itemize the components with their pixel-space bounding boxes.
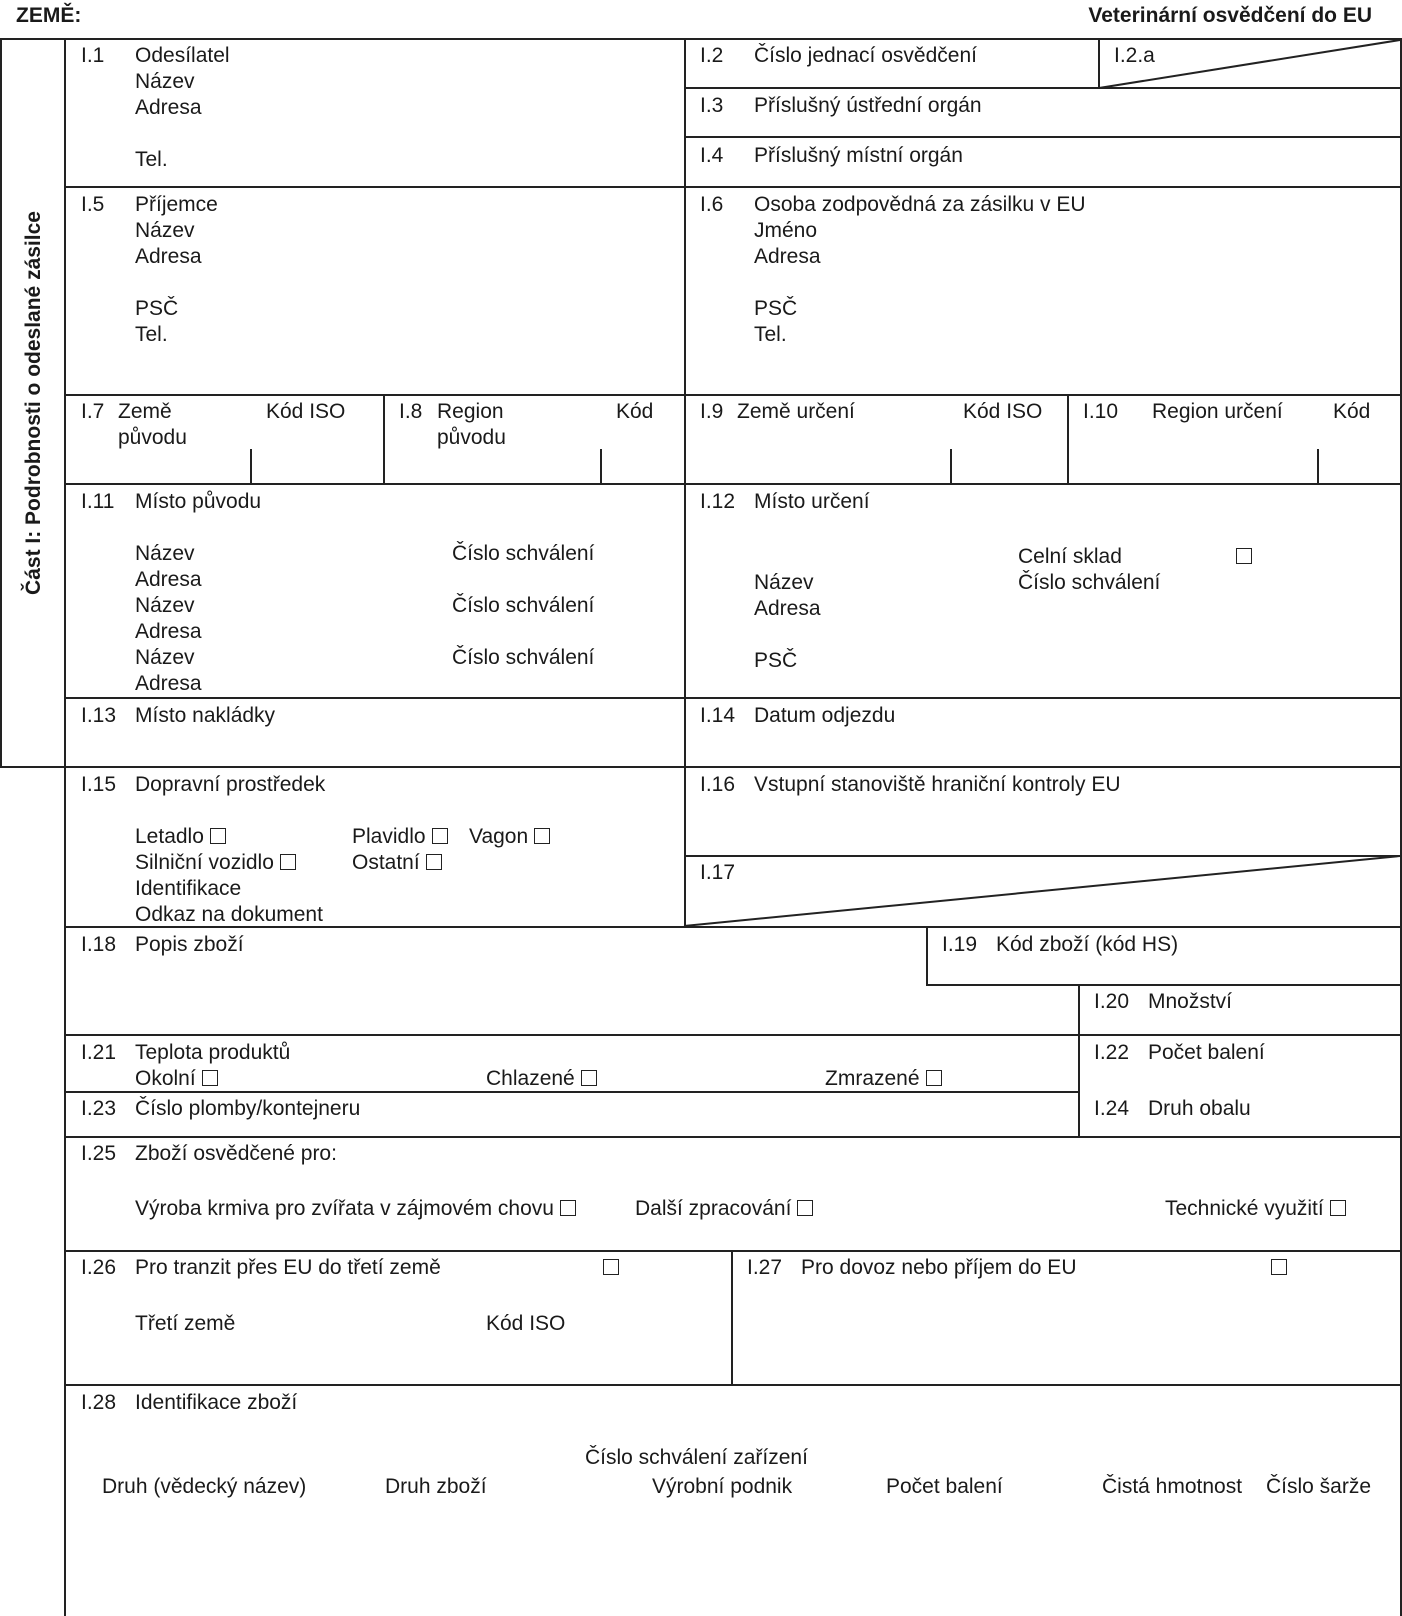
ambient-label: Okolní bbox=[135, 1067, 196, 1090]
field-number: I.19 bbox=[942, 933, 978, 956]
import-label: Pro dovoz nebo příjem do EU bbox=[801, 1256, 1077, 1279]
document-reference-label: Odkaz na dokument bbox=[135, 903, 323, 926]
customs-warehouse-label: Celní sklad bbox=[1018, 545, 1122, 568]
temperature-ambient-option[interactable] bbox=[135, 1066, 218, 1092]
chilled-checkbox[interactable] bbox=[581, 1070, 597, 1086]
field-number: I.13 bbox=[81, 704, 117, 727]
wagon-label: Vagon bbox=[469, 825, 529, 848]
certificate-title: Veterinární osvědčení do EU bbox=[1088, 4, 1372, 27]
local-authority-label: Příslušný místní orgán bbox=[754, 144, 963, 167]
plane-checkbox[interactable] bbox=[210, 828, 226, 844]
responsible-name-label: Jméno bbox=[754, 219, 818, 242]
field-number: I.18 bbox=[81, 933, 117, 956]
transit-checkbox[interactable] bbox=[603, 1255, 619, 1281]
consignee-postcode-label: PSČ bbox=[135, 297, 179, 320]
processing-checkbox[interactable] bbox=[797, 1200, 813, 1216]
border-entry-label: Vstupní stanoviště hraniční kontroly EU bbox=[754, 773, 1121, 796]
field-number: I.3 bbox=[700, 94, 724, 117]
origin-address-label: Adresa bbox=[135, 672, 202, 695]
column-species: Druh (vědecký název) bbox=[102, 1475, 307, 1498]
destination-postcode-label: PSČ bbox=[754, 649, 798, 672]
approval-establishment-header: Číslo schválení zařízení bbox=[585, 1446, 808, 1469]
field-number: I.7 bbox=[81, 400, 105, 423]
petfood-option[interactable] bbox=[135, 1196, 576, 1222]
certificate-reference-label: Číslo jednací osvědčení bbox=[754, 44, 977, 67]
consignor-address-label: Adresa bbox=[135, 96, 202, 119]
seal-number-label: Číslo plomby/kontejneru bbox=[135, 1097, 361, 1120]
origin-approval-label: Číslo schválení bbox=[452, 646, 595, 669]
field-number: I.12 bbox=[700, 490, 736, 513]
place-destination-label: Místo určení bbox=[754, 490, 870, 513]
processing-option[interactable] bbox=[635, 1196, 813, 1222]
transport-other-option[interactable] bbox=[352, 850, 442, 876]
field-number: I.15 bbox=[81, 773, 117, 796]
consignor-name-label: Název bbox=[135, 70, 195, 93]
field-number: I.22 bbox=[1094, 1041, 1130, 1064]
petfood-label: Výroba krmiva pro zvířata v zájmovém chovu bbox=[135, 1197, 554, 1220]
field-number: I.2.a bbox=[1114, 44, 1155, 67]
part-one-side-label: Část I: Podrobnosti o odeslané zásilce bbox=[22, 211, 45, 595]
ship-label: Plavidlo bbox=[352, 825, 426, 848]
temperature-chilled-option[interactable] bbox=[486, 1066, 597, 1092]
commodity-identification-label: Identifikace zboží bbox=[135, 1391, 298, 1414]
date-departure-label: Datum odjezdu bbox=[754, 704, 896, 727]
ambient-checkbox[interactable] bbox=[202, 1070, 218, 1086]
field-number: I.11 bbox=[81, 490, 115, 513]
origin-approval-label: Číslo schválení bbox=[452, 594, 595, 617]
destination-approval-label: Číslo schválení bbox=[1018, 571, 1161, 594]
other-checkbox[interactable] bbox=[426, 854, 442, 870]
field-number: I.10 bbox=[1083, 400, 1119, 423]
region-origin-label-2: původu bbox=[437, 426, 506, 449]
consignee-name-label: Název bbox=[135, 219, 195, 242]
field-number: I.8 bbox=[399, 400, 423, 423]
field-number: I.5 bbox=[81, 193, 105, 216]
consignor-label: Odesílatel bbox=[135, 44, 230, 67]
technical-use-label: Technické využití bbox=[1165, 1197, 1324, 1220]
field-number: I.4 bbox=[700, 144, 724, 167]
field-number: I.6 bbox=[700, 193, 724, 216]
temperature-frozen-option[interactable] bbox=[825, 1066, 942, 1092]
frozen-checkbox[interactable] bbox=[926, 1070, 942, 1086]
ship-checkbox[interactable] bbox=[432, 828, 448, 844]
origin-name-label: Název bbox=[135, 646, 195, 669]
iso-code-label: Kód ISO bbox=[266, 400, 346, 423]
consignee-tel-label: Tel. bbox=[135, 323, 168, 346]
third-country-label: Třetí země bbox=[135, 1312, 236, 1335]
responsible-person-label: Osoba zodpovědná za zásilku v EU bbox=[754, 193, 1086, 216]
origin-approval-label: Číslo schválení bbox=[452, 542, 595, 565]
transport-plane-option[interactable] bbox=[135, 824, 226, 850]
commodity-code-label: Kód zboží (kód HS) bbox=[996, 933, 1179, 956]
region-code-label: Kód bbox=[1333, 400, 1371, 423]
field-number: I.20 bbox=[1094, 990, 1130, 1013]
field-number: I.14 bbox=[700, 704, 736, 727]
field-number: I.9 bbox=[700, 400, 724, 423]
responsible-tel-label: Tel. bbox=[754, 323, 787, 346]
transport-road-option[interactable] bbox=[135, 850, 296, 876]
region-destination-label: Region určení bbox=[1152, 400, 1283, 423]
processing-label: Další zpracování bbox=[635, 1197, 792, 1220]
field-number: I.2 bbox=[700, 44, 724, 67]
column-commodity-type: Druh zboží bbox=[385, 1475, 487, 1498]
field-number: I.28 bbox=[81, 1391, 117, 1414]
petfood-checkbox[interactable] bbox=[560, 1200, 576, 1216]
technical-use-checkbox[interactable] bbox=[1330, 1200, 1346, 1216]
iso-code-label: Kód ISO bbox=[486, 1312, 566, 1335]
wagon-checkbox[interactable] bbox=[534, 828, 550, 844]
frozen-label: Zmrazené bbox=[825, 1067, 920, 1090]
responsible-address-label: Adresa bbox=[754, 245, 821, 268]
field-number: I.16 bbox=[700, 773, 736, 796]
region-code-label: Kód bbox=[616, 400, 654, 423]
road-checkbox[interactable] bbox=[280, 854, 296, 870]
field-number: I.17 bbox=[700, 861, 736, 884]
consignor-tel-label: Tel. bbox=[135, 148, 168, 171]
field-number: I.25 bbox=[81, 1142, 117, 1165]
responsible-postcode-label: PSČ bbox=[754, 297, 798, 320]
iso-code-label: Kód ISO bbox=[963, 400, 1043, 423]
packaging-type-label: Druh obalu bbox=[1148, 1097, 1251, 1120]
column-net-weight: Čistá hmotnost bbox=[1102, 1475, 1243, 1498]
origin-address-label: Adresa bbox=[135, 568, 202, 591]
field-number: I.26 bbox=[81, 1256, 117, 1279]
field-number: I.24 bbox=[1094, 1097, 1130, 1120]
import-checkbox[interactable] bbox=[1271, 1255, 1287, 1281]
identification-label: Identifikace bbox=[135, 877, 242, 900]
chilled-label: Chlazené bbox=[486, 1067, 575, 1090]
consignee-address-label: Adresa bbox=[135, 245, 202, 268]
origin-name-label: Název bbox=[135, 542, 195, 565]
column-number-of-packages: Počet balení bbox=[886, 1475, 1003, 1498]
number-packages-label: Počet balení bbox=[1148, 1041, 1265, 1064]
field-number: I.23 bbox=[81, 1097, 117, 1120]
column-batch-number: Číslo šarže bbox=[1266, 1475, 1372, 1498]
field-number: I.1 bbox=[81, 44, 105, 67]
field-number: I.27 bbox=[747, 1256, 783, 1279]
means-transport-label: Dopravní prostředek bbox=[135, 773, 326, 796]
transport-ship-option[interactable] bbox=[352, 824, 448, 850]
country-origin-label-2: původu bbox=[118, 426, 187, 449]
customs-warehouse-checkbox[interactable] bbox=[1236, 544, 1252, 570]
road-label: Silniční vozidlo bbox=[135, 851, 274, 874]
origin-name-label: Název bbox=[135, 594, 195, 617]
technical-use-option[interactable] bbox=[1165, 1196, 1346, 1222]
destination-address-label: Adresa bbox=[754, 597, 821, 620]
central-authority-label: Příslušný ústřední orgán bbox=[754, 94, 982, 117]
place-origin-label: Místo původu bbox=[135, 490, 262, 513]
certified-for-label: Zboží osvědčené pro: bbox=[135, 1142, 337, 1165]
country-origin-label: Země bbox=[118, 400, 172, 423]
column-manufacturing-plant: Výrobní podnik bbox=[652, 1475, 793, 1498]
quantity-label: Množství bbox=[1148, 990, 1233, 1013]
commodity-description-label: Popis zboží bbox=[135, 933, 244, 956]
other-label: Ostatní bbox=[352, 851, 420, 874]
destination-name-label: Název bbox=[754, 571, 814, 594]
field-number: I.21 bbox=[81, 1041, 117, 1064]
transport-wagon-option[interactable] bbox=[469, 824, 550, 850]
region-origin-label: Region bbox=[437, 400, 504, 423]
country-destination-label: Země určení bbox=[737, 400, 855, 423]
consignee-label: Příjemce bbox=[135, 193, 218, 216]
place-loading-label: Místo nakládky bbox=[135, 704, 276, 727]
country-label: ZEMĚ: bbox=[16, 4, 82, 27]
transit-label: Pro tranzit přes EU do třetí země bbox=[135, 1256, 441, 1279]
plane-label: Letadlo bbox=[135, 825, 204, 848]
origin-address-label: Adresa bbox=[135, 620, 202, 643]
temperature-label: Teplota produktů bbox=[135, 1041, 291, 1064]
